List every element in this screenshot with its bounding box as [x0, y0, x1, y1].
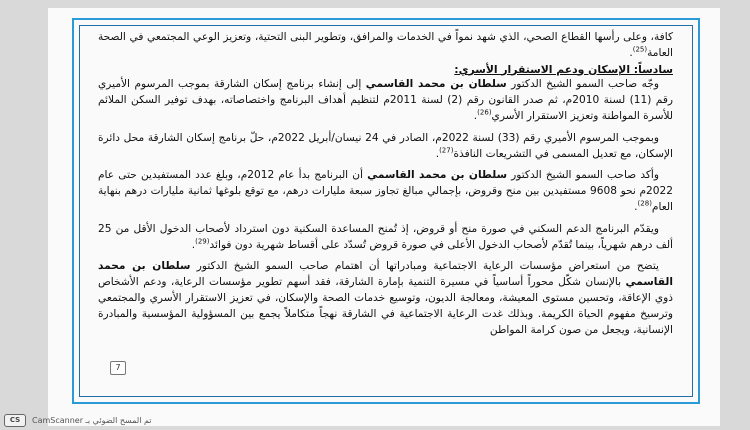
camscanner-logo-icon: CS — [4, 414, 26, 427]
scanner-watermark — [0, 412, 180, 428]
ruler-name: سلطان بن محمد القاسمي — [367, 169, 507, 182]
paragraph-5: ويقدّم البرنامج الدعم السكني في صورة منح أو قروض، إذ تُمنح المساعدة السكنية دون استرداد لأصحاب الدخول الأقل من 25 ألف درهم شهرياً، بينما تُقدّم لأصحاب الدخول الأعلى في صورة قروض تُسدّد على أقساط شهرية دون فوائد$^{(29)}$. — [98, 222, 673, 251]
paragraph-3: وبموجب المرسوم الأميري رقم (33) لسنة 2022م، الصادر في 24 نيسان/أبريل 2022م، حلّ برنامج إسكان الشارقة محل دائرة الإسكان، مع تعديل المسمى في التشريعات النافذة$^{(27)}$. — [98, 131, 673, 160]
scanner-text: تم المسح الضوئي بـ CamScanner — [32, 415, 152, 425]
ruler-name: سلطان بن محمد القاسمي — [365, 78, 507, 91]
paragraph-6: يتضح من استعراض مؤسسات الرعاية الاجتماعية ومبادراتها أن اهتمام صاحب السمو الشيخ الدكتور سلطان بن محمد القاسمي بالإنسان شكّل محوراً أساسياً في مسيرة التنمية بإمارة الشارقة، فقد أسهم تطوير مؤسسات الرعاية، ودعم الأشخاص ذوي الإعاقة، وتحسين مستوى المعيشة، ومعالجة الديون، وتوسيع خدمات الصحة والإسكان، في تعزيز الاستقرار الأسري والمجتمعي وترسيخ مفهوم الحياة الكريمة. وبذلك غدت الرعاية الاجتماعية في الشارقة نهجاً متكاملاً يجمع بين المسؤولية المؤسسية والمبادرة الإنسانية، ويجعل من صون كرامة المواطن — [98, 260, 673, 336]
section-heading: سادساً: الإسكان ودعم الاستقرار الأسري: — [454, 62, 673, 76]
page-number: 7 — [110, 361, 126, 375]
document-page — [48, 8, 720, 426]
paragraph-4: وأكد صاحب السمو الشيخ الدكتور سلطان بن محمد القاسمي أن البرنامج بدأ عام 2012م، وبلغ عدد المستفيدين حتى عام 2022م نحو 9608 مستفيدين بين منح وقروض، بإجمالي مبالغ تجاوز سبعة مليارات درهم، مع توقع بلوغها ثمانية مليارات درهم بنهاية العام$^{(28)}$. — [98, 169, 673, 213]
ruler-name: سلطان بن محمد القاسمي — [98, 260, 673, 289]
paragraph-2: وجّه صاحب السمو الشيخ الدكتور سلطان بن محمد القاسمي إلى إنشاء برنامج إسكان الشارقة بموجب المرسوم الأميري رقم (11) لسنة 2010م، ثم صدر القانون رقم (2) لسنة 2011م لتنظيم أهداف البرنامج واختصاصاته، بهدف توفير السكن الملائم للأسرة المواطنة وتعزيز الاستقرار الأسري$^{(26)}$. — [98, 78, 673, 122]
page-text — [98, 30, 673, 338]
paragraph-1: كافة، وعلى رأسها القطاع الصحي، الذي شهد نمواً في الخدمات والمرافق، وتطوير البنى التحتية، وتعزيز الوعي المجتمعي في الصحة العامة$^{(25)}$. — [98, 31, 673, 59]
